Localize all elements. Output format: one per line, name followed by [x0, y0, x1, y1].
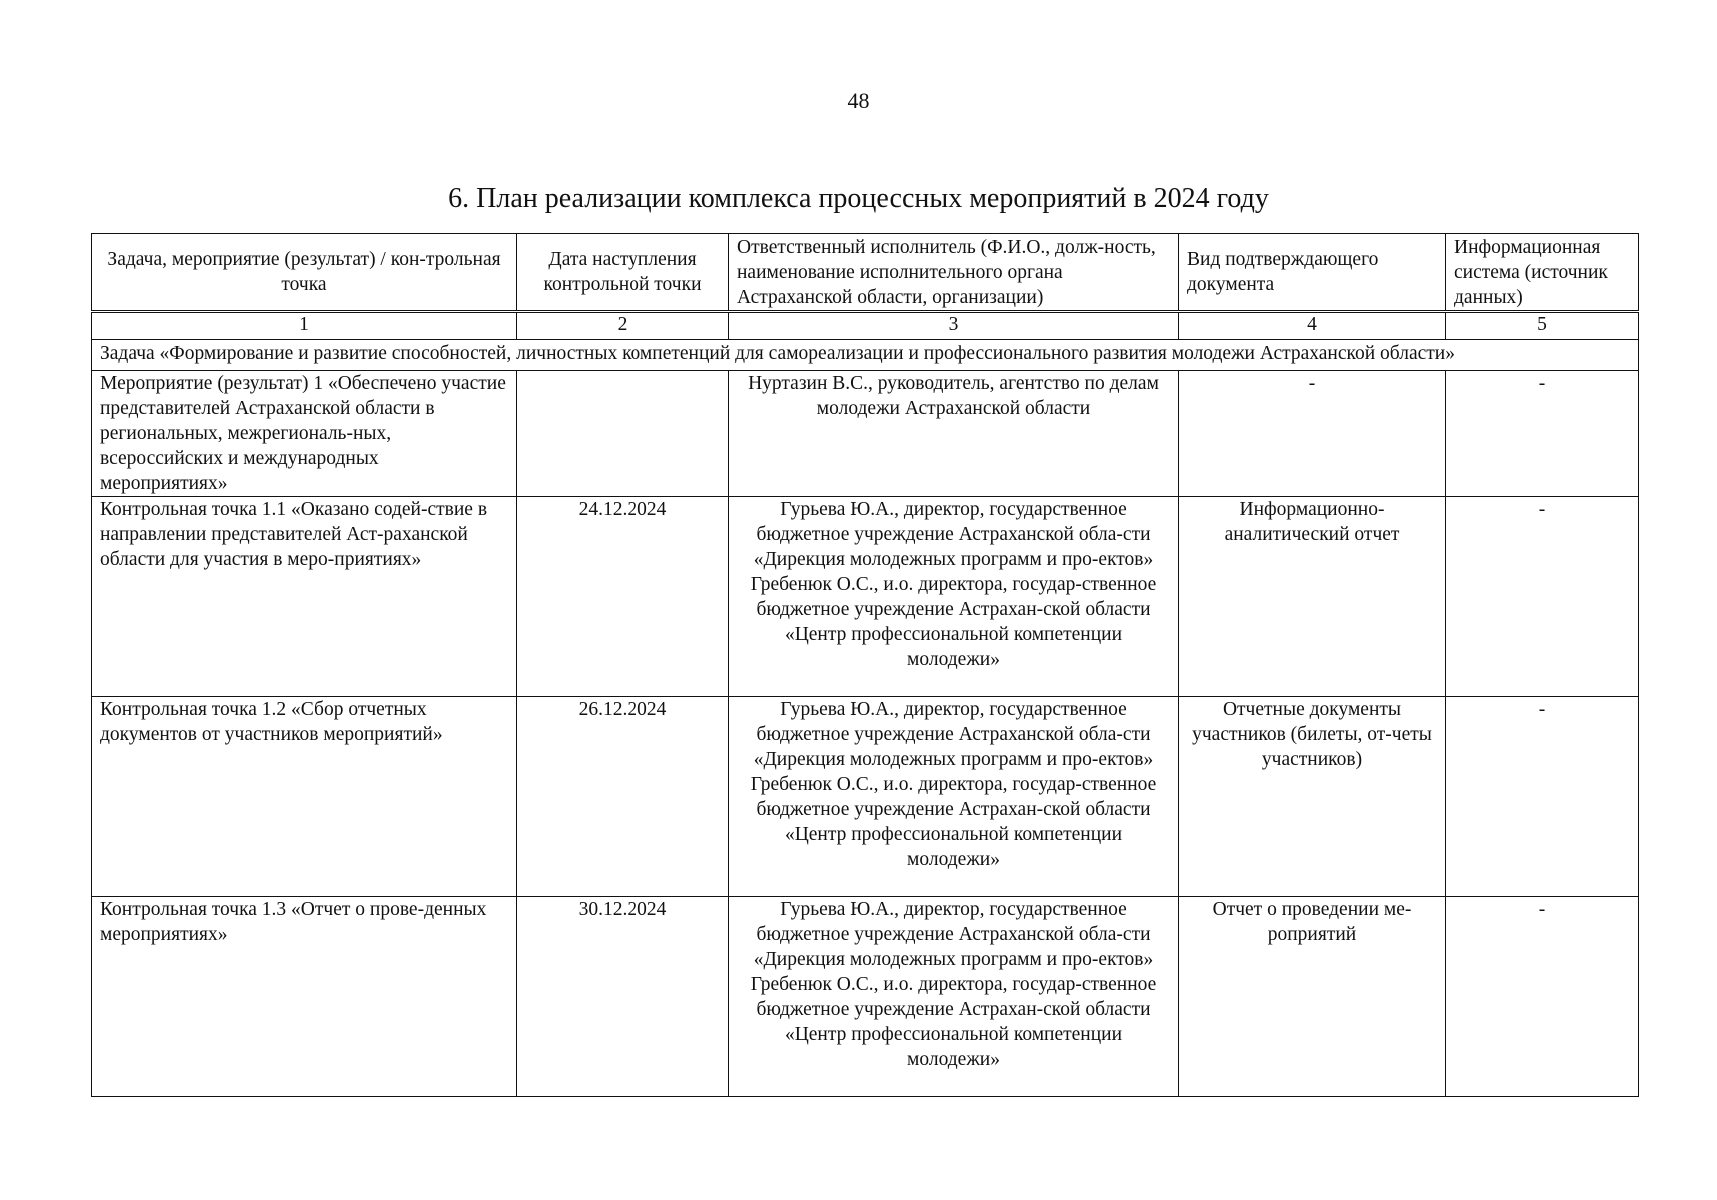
page-number: 48: [847, 88, 870, 113]
date-cell: 24.12.2024: [517, 497, 729, 697]
item-cell: Контрольная точка 1.1 «Оказано содей-ствие в направлении представителей Аст-раханской области для участия в меро-приятиях»: [92, 497, 517, 697]
system-cell: -: [1446, 697, 1639, 897]
document-cell: -: [1179, 371, 1446, 497]
table-row: [92, 897, 1639, 1097]
item-cell: Контрольная точка 1.3 «Отчет о прове-денных мероприятиях»: [92, 897, 517, 1097]
responsible-primary: Гурьева Ю.А., директор, государственное бюджетное учреждение Астраханской обла-сти «Дирекция молодежных программ и про-ектов»: [753, 499, 1154, 570]
header-document: Вид подтверждающего документа: [1179, 234, 1446, 312]
column-number: 2: [517, 312, 729, 340]
header-system: Информационная система (источник данных): [1446, 234, 1639, 312]
column-number: 3: [729, 312, 1179, 340]
header-task: Задача, мероприятие (результат) / кон-трольная точка: [92, 234, 517, 312]
date-cell: 26.12.2024: [517, 697, 729, 897]
column-number-row: [92, 312, 1639, 340]
responsible-secondary: Гребенюк О.С., и.о. директора, государ-ственное бюджетное учреждение Астрахан-ской области «Центр профессиональной компетенции молодежи»: [750, 974, 1157, 1070]
system-cell: -: [1446, 497, 1639, 697]
responsible-cell: [729, 497, 1179, 697]
table-row: [92, 697, 1639, 897]
responsible-primary: Гурьева Ю.А., директор, государственное бюджетное учреждение Астраханской обла-сти «Дирекция молодежных программ и про-ектов»: [753, 699, 1154, 770]
responsible-primary: Гурьева Ю.А., директор, государственное бюджетное учреждение Астраханской обла-сти «Дирекция молодежных программ и про-ектов»: [753, 899, 1154, 970]
header-responsible: Ответственный исполнитель (Ф.И.О., долж-ность, наименование исполнительного органа Астраханской области, организации): [729, 234, 1179, 312]
system-cell: -: [1446, 371, 1639, 497]
column-number: 4: [1179, 312, 1446, 340]
responsible-secondary: Гребенюк О.С., и.о. директора, государ-ственное бюджетное учреждение Астрахан-ской области «Центр профессиональной компетенции молодежи»: [750, 774, 1157, 870]
task-row: [92, 340, 1639, 371]
item-cell: Мероприятие (результат) 1 «Обеспечено участие представителей Астраханской области в региональных, межрегиональ-ных, всероссийских и международных мероприятиях»: [92, 371, 517, 497]
document-cell: Информационно-аналитический отчет: [1179, 497, 1446, 697]
page-title: 6. План реализации комплекса процессных мероприятий в 2024 году: [448, 183, 1269, 214]
column-number: 5: [1446, 312, 1639, 340]
plan-table: [91, 233, 1639, 1097]
item-cell: Контрольная точка 1.2 «Сбор отчетных документов от участников мероприятий»: [92, 697, 517, 897]
header-date: Дата наступления контрольной точки: [517, 234, 729, 312]
task-heading: Задача «Формирование и развитие способностей, личностных компетенций для самореализации и профессионального развития молодежи Астраханской области»: [92, 340, 1639, 371]
table-row: [92, 371, 1639, 497]
table-row: [92, 497, 1639, 697]
date-cell: 30.12.2024: [517, 897, 729, 1097]
column-number: 1: [92, 312, 517, 340]
system-cell: -: [1446, 897, 1639, 1097]
date-cell: [517, 371, 729, 497]
responsible-cell: [729, 897, 1179, 1097]
responsible-secondary: Гребенюк О.С., и.о. директора, государ-ственное бюджетное учреждение Астрахан-ской области «Центр профессиональной компетенции молодежи»: [750, 574, 1157, 670]
responsible-primary: Нуртазин В.С., руководитель, агентство по делам молодежи Астраханской области: [748, 373, 1159, 419]
document-cell: Отчетные документы участников (билеты, от-четы участников): [1179, 697, 1446, 897]
responsible-cell: [729, 697, 1179, 897]
responsible-cell: [729, 371, 1179, 497]
table-header-row: [92, 234, 1639, 312]
document-cell: Отчет о проведении ме-роприятий: [1179, 897, 1446, 1097]
